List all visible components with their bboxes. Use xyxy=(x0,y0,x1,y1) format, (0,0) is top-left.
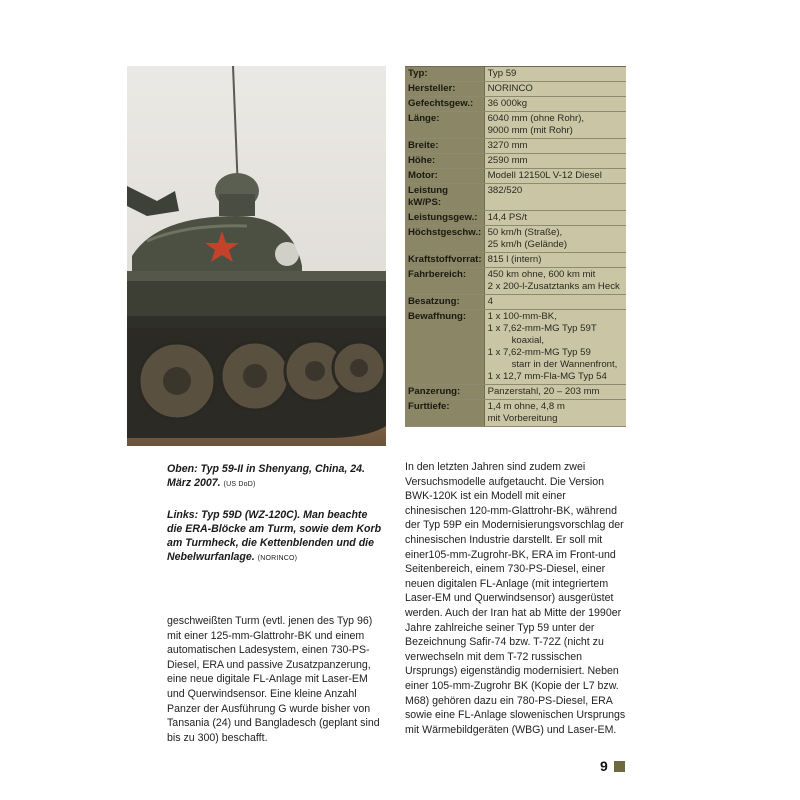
spec-row xyxy=(405,310,626,385)
spec-value-line: 815 l (intern) xyxy=(487,254,542,265)
spec-value-line: 50 km/h (Straße), xyxy=(487,227,563,238)
spec-value-line: 36 000kg xyxy=(487,98,528,109)
spec-row xyxy=(405,295,626,310)
spec-row xyxy=(405,253,626,268)
spec-key: Länge: xyxy=(405,112,484,139)
spec-key: Höhe: xyxy=(405,154,484,169)
page-marker xyxy=(614,761,625,772)
spec-key: Motor: xyxy=(405,169,484,184)
spec-key: Breite: xyxy=(405,139,484,154)
spec-value xyxy=(484,211,626,226)
spec-value-line: 25 km/h (Gelände) xyxy=(487,239,568,250)
spec-value-line: 1 x 7,62-mm-MG Typ 59 xyxy=(487,347,591,358)
spec-value-line: 2 x 200-l-Zusatztanks am Heck xyxy=(487,281,620,292)
spec-value xyxy=(484,226,626,253)
spec-key: Höchstgeschw.: xyxy=(405,226,484,253)
spec-value-line: koaxial, xyxy=(511,335,545,346)
spec-key: Typ: xyxy=(405,67,484,82)
caption-top-text: Oben: Typ 59-II in Shenyang, China, 24. März 2007. xyxy=(167,463,365,489)
spec-value-line: 1,4 m ohne, 4,8 m xyxy=(487,401,565,412)
spec-value-line: 450 km ohne, 600 km mit xyxy=(487,269,596,280)
spec-key: Hersteller: xyxy=(405,82,484,97)
spec-row xyxy=(405,268,626,295)
spec-value-line: 1 x 7,62-mm-MG Typ 59T xyxy=(487,323,597,334)
spec-row xyxy=(405,226,626,253)
spec-value-line: 382/520 xyxy=(487,185,523,196)
spec-row xyxy=(405,400,626,427)
photo-caption-left xyxy=(167,508,382,566)
spec-value-line: 6040 mm (ohne Rohr), xyxy=(487,113,585,124)
spec-key: Leistungsgew.: xyxy=(405,211,484,226)
caption-left-source: (NORINCO) xyxy=(257,555,298,562)
spec-table xyxy=(405,66,626,427)
spec-value-line: 3270 mm xyxy=(487,140,528,151)
tank-photo xyxy=(127,66,386,446)
spec-value xyxy=(484,82,626,97)
spec-key: Kraftstoffvorrat: xyxy=(405,253,484,268)
spec-value xyxy=(484,169,626,184)
spec-value-line: NORINCO xyxy=(487,83,533,94)
spec-key: Fahrbereich: xyxy=(405,268,484,295)
spec-value xyxy=(484,184,626,211)
spec-row xyxy=(405,97,626,112)
spec-key: Leistung kW/PS: xyxy=(405,184,484,211)
spec-value xyxy=(484,139,626,154)
spec-value xyxy=(484,400,626,427)
spec-key: Gefechtsgew.: xyxy=(405,97,484,112)
spec-row xyxy=(405,385,626,400)
spec-value xyxy=(484,253,626,268)
spec-row xyxy=(405,169,626,184)
caption-top-source: (US DoD) xyxy=(223,481,256,488)
spec-value xyxy=(484,97,626,112)
spec-value-line: Panzerstahl, 20 – 203 mm xyxy=(487,386,600,397)
right-body-text: In den letzten Jahren sind zudem zwei Versuchsmodelle aufgetaucht. Die Version BWK-120K ist ein Modell mit einer chinesischen 120-mm-Glattrohr-BK, während der Typ 59P ein Modernisierungsvorschlag der chinesischen Industrie darstellt. Er soll mit einer105-mm-Zugrohr-BK, ERA im Front-und Seitenbereich, einem 730-PS-Diesel, einer neuen digitalen FL-Anlage (mit integriertem Laser-EM und Querwindsensor) ausgerüstet werden. Auch der Iran hat ab Mitte der 1990er Jahre zahlreiche seiner Typ 59 unter der Bezeichnung Safir-74 bzw. T-72Z (nicht zu verwechseln mit dem T-72 russischen Ursprungs) eigenständig modernisiert. Neben einer 105-mm-Zugrohr BK (Kopie der L7 bzw. M68) gehören dazu ein 780-PS-Diesel, ERA sowie eine FL-Anlage slowenischen Ursprungs mit Wärmebildgeräten (WBG) und Laser-EM. xyxy=(405,461,626,736)
spec-value-line: mit Vorbereitung xyxy=(487,413,558,424)
spec-row xyxy=(405,184,626,211)
spec-value xyxy=(484,310,626,385)
photo-caption-top xyxy=(167,462,382,492)
caption-left-text: Links: Typ 59D (WZ-120C). Man beachte die ERA-Blöcke am Turm, sowie dem Korb am Turmheck, die Kettenblenden und die Nebelwurfanlage. xyxy=(167,509,382,563)
spec-value xyxy=(484,67,626,82)
spec-key: Bewaffnung: xyxy=(405,310,484,385)
spec-value-line: Typ 59 xyxy=(487,68,517,79)
spec-value-line: 14,4 PS/t xyxy=(487,212,528,223)
spec-value-line: Modell 12150L V-12 Diesel xyxy=(487,170,602,181)
spec-value xyxy=(484,154,626,169)
spec-value-line: 1 x 100-mm-BK, xyxy=(487,311,557,322)
spec-row xyxy=(405,211,626,226)
spec-value xyxy=(484,268,626,295)
spec-row xyxy=(405,139,626,154)
spec-value-line: 2590 mm xyxy=(487,155,528,166)
spec-value-line: 1 x 12,7 mm-Fla-MG Typ 54 xyxy=(487,371,607,382)
left-body-text: geschweißten Turm (evtl. jenen des Typ 96) mit einer 125-mm-Glattrohr-BK und einem automatischen Ladesystem, einen 730-PS-Diesel, ERA und passive Zusatzpanzerung, eine neue digitale FL-Anlage mit Laser-EM und Querwindsensor. Eine kleine Anzahl Panzer der Ausführung G wurde bisher von Tansania (24) und Bangladesch (geplant sind bis zu 300) beschafft. xyxy=(167,615,380,744)
spec-row xyxy=(405,67,626,82)
spec-row xyxy=(405,112,626,139)
tank-illustration xyxy=(127,66,386,446)
spec-value-line: 9000 mm (mit Rohr) xyxy=(487,125,573,136)
page-number: 9 xyxy=(600,758,608,774)
spec-value-line: 4 xyxy=(487,296,493,307)
spec-value xyxy=(484,295,626,310)
spec-row xyxy=(405,82,626,97)
spec-key: Besatzung: xyxy=(405,295,484,310)
spec-value xyxy=(484,112,626,139)
spec-row xyxy=(405,154,626,169)
spec-value xyxy=(484,385,626,400)
spec-key: Panzerung: xyxy=(405,385,484,400)
spec-key: Furttiefe: xyxy=(405,400,484,427)
spec-value-line: starr in der Wannenfront, xyxy=(511,359,618,370)
